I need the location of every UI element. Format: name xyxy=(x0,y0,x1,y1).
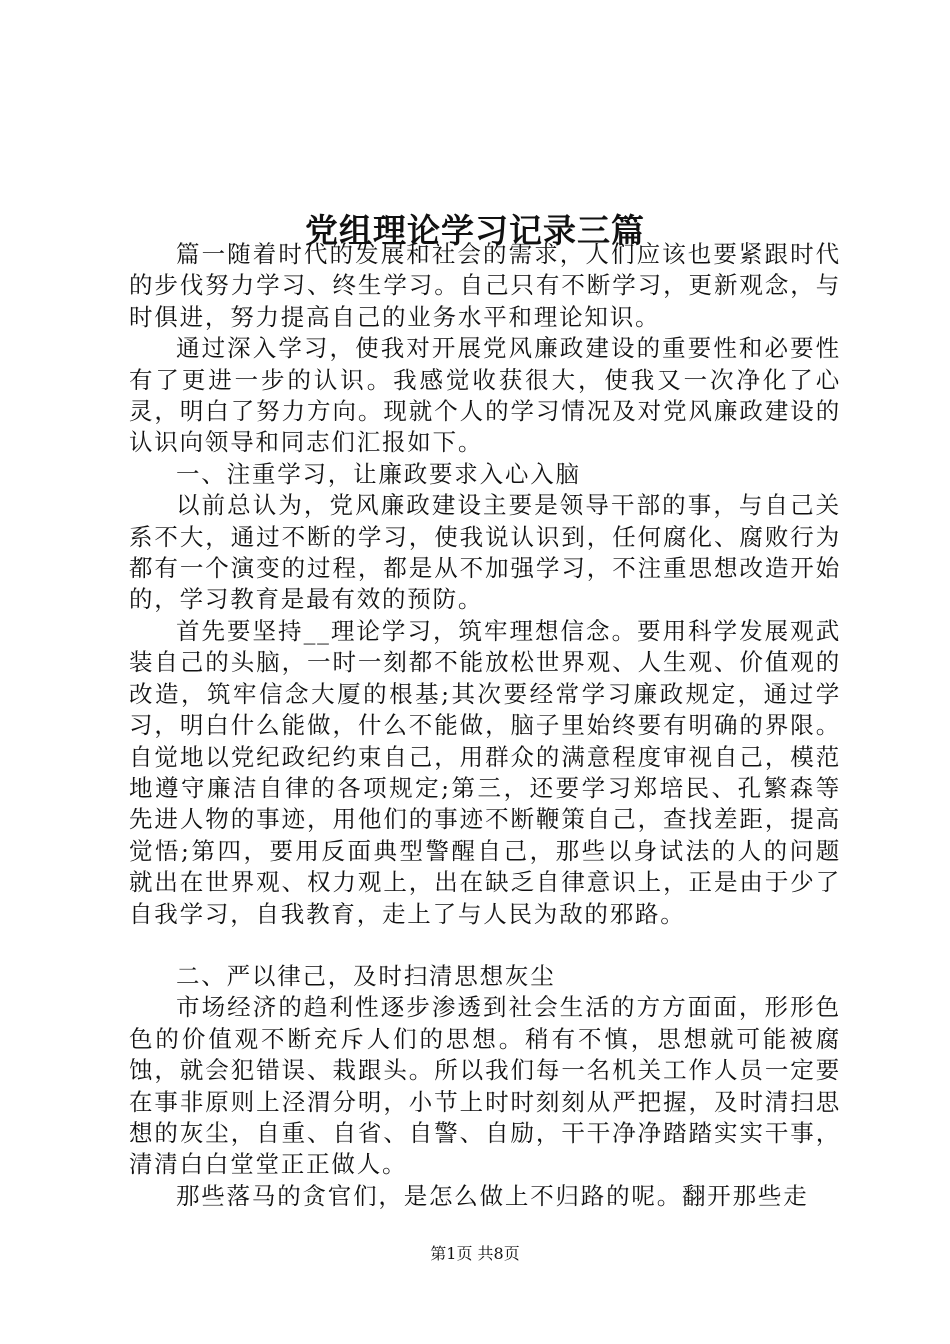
section-heading-1: 一、注重学习，让廉政要求入心入脑 xyxy=(176,459,581,488)
paragraph-fallen-officials: 那些落马的贪官们，是怎么做上不归路的呢。翻开那些走 xyxy=(176,1181,809,1210)
document-body xyxy=(129,239,841,1212)
paragraph-prevention: 以前总认为，党风廉政建设主要是领导干部的事，与自己关系不大，通过不断的学习，使我说认识到，任何腐化、腐败行为都有一个演变的过程，都是从不加强学习，不注重思想改造开始的，学习教育是最有效的预防。 xyxy=(129,491,841,614)
section-heading-2: 二、严以律己，及时扫清思想灰尘 xyxy=(176,961,556,990)
paragraph-understanding: 通过深入学习，使我对开展党风廉政建设的重要性和必要性有了更进一步的认识。我感觉收获很大，使我又一次净化了心灵，明白了努力方向。现就个人的学习情况及对党风廉政建设的认识向领导和同志们汇报如下。 xyxy=(129,334,841,457)
page-footer: 第1页 共8页 xyxy=(430,1244,520,1263)
paragraph-intro: 篇一随着时代的发展和社会的需求，人们应该也要紧跟时代的步伐努力学习、终生学习。自己只有不断学习，更新观念，与时俱进，努力提高自己的业务水平和理论知识。 xyxy=(129,240,841,331)
paragraph-market-economy: 市场经济的趋利性逐步渗透到社会生活的方方面面，形形色色的价值观不断充斥人们的思想。稍有不慎，思想就可能被腐蚀，就会犯错误、栽跟头。所以我们每一名机关工作人员一定要在事非原则上泾渭分明，小节上时时刻刻从严把握，及时清扫思想的灰尘，自重、自省、自警、自励，干干净净踏踏实实干事，清清白白堂堂正正做人。 xyxy=(129,993,841,1179)
paragraph-theory-study: 首先要坚持__理论学习，筑牢理想信念。要用科学发展观武装自己的头脑，一时一刻都不能放松世界观、人生观、价值观的改造，筑牢信念大厦的根基;其次要经常学习廉政规定，通过学习，明白什么能做，什么不能做，脑子里始终要有明确的界限。自觉地以党纪政纪约束自己，用群众的满意程度审视自己，模范地遵守廉洁自律的各项规定;第三，还要学习郑培民、孔繁森等先进人物的事迹，用他们的事迹不断鞭策自己，查找差距，提高觉悟;第四，要用反面典型警醒自己，那些以身试法的人的问题就出在世界观、权力观上，出在缺乏自律意识上，正是由于少了自我学习，自我教育，走上了与人民为敌的邪路。 xyxy=(129,616,841,928)
document-title: 党组理论学习记录三篇 xyxy=(305,211,645,251)
